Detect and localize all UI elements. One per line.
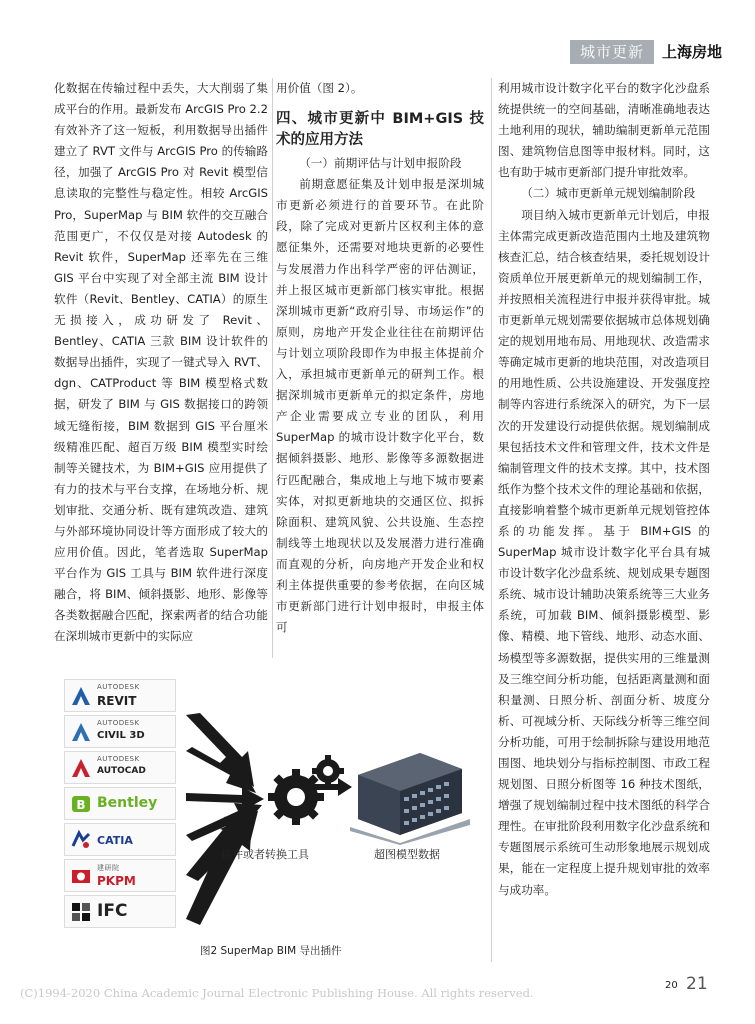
civil3d-icon [69, 720, 93, 744]
catia-icon [69, 828, 93, 852]
software-logo-list [64, 679, 176, 931]
column-divider [272, 78, 273, 658]
dgdm-icon [69, 864, 93, 888]
page-number: 21 [686, 974, 708, 994]
figure-2 [54, 665, 486, 961]
page-number-small: 20 [665, 980, 678, 991]
column-1 [54, 78, 268, 648]
subsection-heading: （二）城市更新单元规划编制阶段 [521, 186, 696, 201]
logo-revit [64, 679, 176, 712]
plugin-label: 插件或者转换工具 [221, 848, 309, 861]
copyright-footer: (C)1994-2020 China Academic Journal Electronic Publishing House. All rights reserved. [20, 986, 534, 1000]
section-tag: 城市更新 [570, 40, 654, 64]
logo-autocad [64, 751, 176, 784]
arrows-to-plugin [186, 695, 266, 935]
product-label: Bentley [97, 795, 158, 811]
running-header [570, 40, 740, 64]
vendor-label: AUTODESK [97, 683, 140, 691]
logo-civil3d [64, 715, 176, 748]
svg-text:B: B [76, 798, 86, 812]
journal-brand: 上海房地 [662, 43, 723, 61]
paragraph: 化数据在传输过程中丢失，大大削弱了集成平台的作用。最新发布 ArcGIS Pro 2.2 有效补齐了这一短板，利用数据导出插件建立了 RVT 文件与 ArcGIS Pro 的传输路径，加强了 ArcGIS Pro 对 Revit 模型信息读取的完整性与稳定性。相较 ArcGIS Pro，SuperMap 与 BIM 软件的交互融合范围更广，不仅仅是对接 Autodesk 的 Revit 软件，SuperMap 还率先在三维 GIS 平台中实现了对全部主流 BIM 设计软件（Revit、Bentley、CATIA）的原生无损接入，成功研发了 Revit、Bentley、CATIA 三款 BIM 设计软件的数据导出插件，实现了一键式导入 RVT、dgn、CATProduct 等 BIM 模型格式数据，研发了 BIM 与 GIS 数据接口的跨领域无缝衔接，BIM 数据到 GIS 平台厘米级精准匹配、超百万级 BIM 模型实时绘制等关键技术，为 BIM+GIS 应用提供了有力的技术与平台支撑，在场地分析、规划审批、交通分析、既有建筑改造、建筑与外部环境协同设计等方面形成了较大的应用价值。因此，笔者选取 SuperMap 平台作为 GIS 工具与 BIM 软件进行深度融合，将 BIM、倾斜摄影、地形、影像等各类数据融合匹配，探索两者的结合功能在深圳城市更新中的实际应 [54, 81, 268, 644]
product-label: CATIA [97, 834, 133, 847]
logo-pkpm [64, 859, 176, 892]
autocad-icon [69, 756, 93, 780]
section-heading: 四、城市更新中 BIM+GIS 技术的应用方法 [276, 111, 484, 149]
logo-catia [64, 823, 176, 856]
figure-caption: 图2 SuperMap BIM 导出插件 [200, 945, 342, 957]
arrow-right-icon [312, 777, 352, 797]
product-label: REVIT [97, 694, 137, 708]
vendor-label: AUTODESK [97, 755, 140, 763]
subsection-heading: （一）前期评估与计划申报阶段 [299, 156, 462, 171]
column-2 [276, 78, 484, 638]
product-label: AUTOCAD [97, 766, 146, 776]
paragraph: 利用城市设计数字化平台的数字化沙盘系统提供统一的空间基础，清晰准确地表达土地利用的现状，辅助编制更新单元范围图、建筑物信息图等申报材料。同时，这也有助于城市更新部门提升审批效率。 [498, 81, 710, 180]
paragraph: 前期意愿征集及计划申报是深圳城市更新必须进行的首要环节。在此阶段，除了完成对更新片区权利主体的意愿征集外，还需要对地块更新的必要性与发展潜力作出科学严密的评估测证，并上报区城市更新部门核实审批。根据深圳城市更新“政府引导、市场运作”的原则，房地产开发企业往往在前期评估与计划立项阶段即作为申报主体提前介入，承担城市更新单元的研判工作。根据深圳城市更新单元的拟定条件，房地产企业需要成立专业的团队，利用 SuperMap 的城市设计数字化平台，数据倾斜摄影、地形、影像等多源数据进行匹配融合，集成地上与地下城市要素实体，对拟更新地块的交通区位、拟拆除面积、建筑风貌、公共设施、生态控制线等土地现状以及发展潜力进行准确而直观的分析，向房地产开发企业和权利主体提供重要的参考依据，在向区城市更新部门进行计划申报时，申报主体可 [276, 177, 484, 635]
bentley-icon [69, 792, 93, 816]
building-model-image [350, 735, 470, 845]
logo-ifc [64, 895, 176, 928]
column-divider [491, 78, 492, 962]
product-label: PKPM [97, 874, 136, 888]
paragraph: 用价值（图 2）。 [276, 81, 363, 95]
column-3 [498, 78, 710, 901]
revit-icon [69, 684, 93, 708]
vendor-label: 建研院 [97, 864, 120, 872]
product-label: IFC [97, 901, 128, 921]
ifc-icon [69, 900, 93, 924]
vendor-label: AUTODESK [97, 719, 140, 727]
product-label: CIVIL 3D [97, 730, 145, 741]
model-label: 超图模型数据 [374, 848, 440, 861]
paragraph: 项目纳入城市更新单元计划后，申报主体需完成更新改造范围内土地及建筑物核查汇总，结合核查结果，委托规划设计资质单位开展更新单元的规划编制工作，并按照相关流程进行申报并获得审批。城市更新单元规划需要依据城市总体规划确定的规划用地布局、用地现状、改造需求等确定城市更新的地块范围，对改造项目的用地性质、公共设施建设、开发强度控制等内容进行系统深入的研究，为下一层次的开发建设行动提供依据。规划编制成果包括技术文件和管理文件，技术文件是编制管理文件的技术支撑。其中，技术图纸作为整个技术文件的理论基础和依据，直接影响着整个城市更新单元规划管控体系的功能发挥。基于 BIM+GIS 的 SuperMap 城市设计数字化平台具有城市设计数字化沙盘系统、规划成果专题图系统、城市设计辅助决策系统等三大业务系统，可加载 BIM、倾斜摄影模型、影像、精模、地下管线、地形、动态水面、场模型等多源数据，提供实用的三维量测及三维空间分析功能，包括距离量测和面积量测、日照分析、剖面分析、坡度分析、可视域分析、天际线分析等三维空间分析功能，可用于绘制拆除与建设用地范围图、地块划分与指标控制图、市政工程规划图、日照分析图等 16 种技术图纸，增强了规划编制过程中技术图纸的科学合理性。在审批阶段利用数字化沙盘系统和专题图展示系统可生动形象地展示规划成果，能在一定程度上提升规划审批的效率与成功率。 [498, 207, 710, 897]
logo-bentley [64, 787, 176, 820]
